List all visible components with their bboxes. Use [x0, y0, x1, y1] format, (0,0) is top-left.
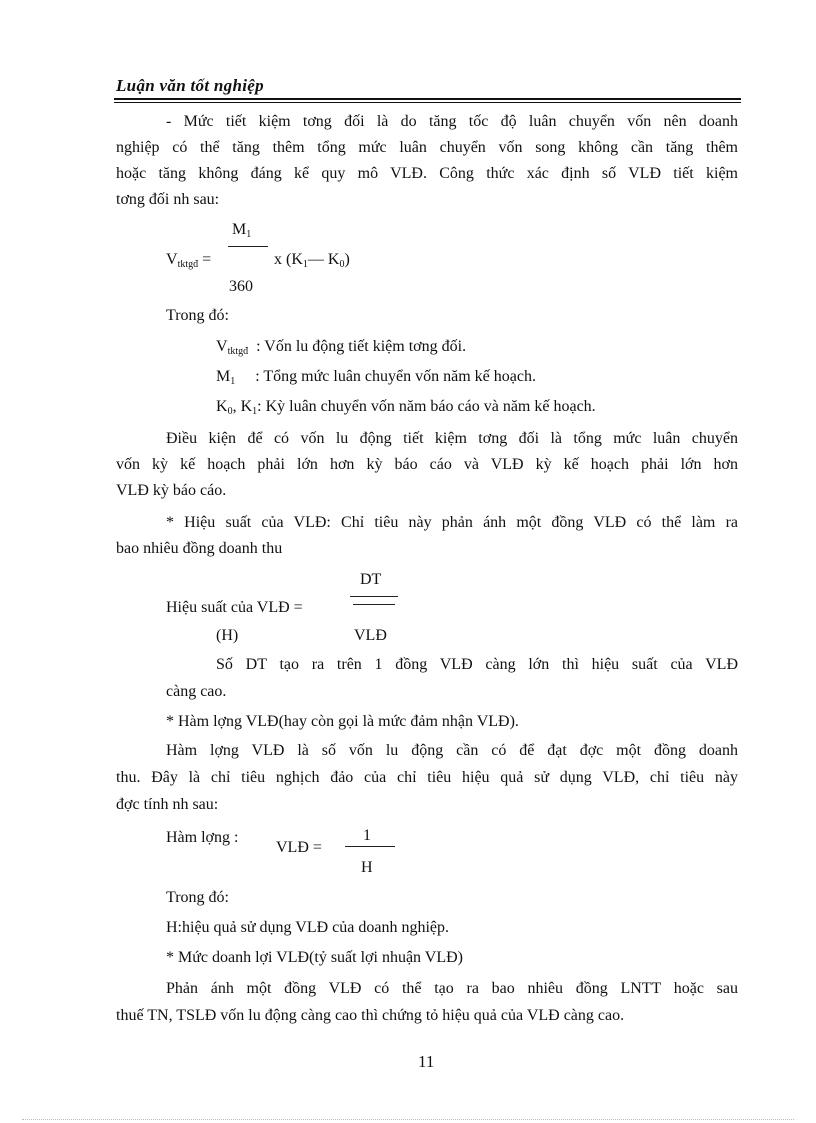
formula2-numerator: DT	[360, 571, 382, 588]
where-label: Trong đó:	[166, 889, 229, 906]
paragraph-line: Phản ánh một đồng VLĐ có thể tạo ra bao nhiêu đồng LNTT hoặc sau	[166, 980, 738, 997]
paragraph-line: nghiệp có thể tăng thêm tổng mức luân chuyển vốn song không cần tăng thêm	[116, 139, 738, 156]
formula3-numerator: 1	[363, 827, 371, 844]
paragraph-line: * Hiệu suất của VLĐ: Chỉ tiêu này phản ánh một đồng VLĐ có thể làm ra	[166, 514, 738, 531]
header-rule-thick	[114, 98, 741, 100]
paragraph-line: Hàm lợng VLĐ là số vốn lu động cần có để đạt đợc một đồng doanh	[166, 742, 738, 759]
running-header: Luận văn tốt nghiệp	[116, 76, 264, 95]
formula1-lhs: $V_{tktgđ}$ =	[166, 251, 212, 270]
formula2-lhs: Hiệu suất của VLĐ =	[166, 599, 303, 616]
formula3-denominator: H	[361, 859, 373, 876]
paragraph-line: thu. Đây là chỉ tiêu nghịch đảo của chỉ tiêu hiệu quả sử dụng VLĐ, chỉ tiêu này	[116, 769, 738, 786]
formula2-fraction-bar-2	[353, 604, 395, 605]
formula2-label: (H)	[216, 627, 239, 644]
paragraph-line: * Hàm lợng VLĐ(hay còn gọi là mức đảm nhận VLĐ).	[166, 713, 519, 730]
paragraph-line: Điều kiện để có vốn lu động tiết kiệm tơng đối là tổng mức luân chuyển	[166, 430, 738, 447]
formula1-numerator: $M_1$	[232, 221, 252, 240]
paragraph-line: đợc tính nh sau:	[116, 796, 219, 813]
paragraph-line: hoặc tăng không đáng kể quy mô VLĐ. Công thức xác định số VLĐ tiết kiệm	[116, 165, 738, 182]
paragraph-line: thuế TN, TSLĐ vốn lu động càng cao thì chứng tỏ hiệu quả của VLĐ càng cao.	[116, 1007, 625, 1024]
page-bottom-border	[22, 1119, 794, 1120]
paragraph-line: càng cao.	[166, 683, 227, 700]
paragraph-line: Số DT tạo ra trên 1 đồng VLĐ càng lớn thì hiệu suất của VLĐ	[216, 656, 738, 673]
paragraph-line: bao nhiêu đồng doanh thu	[116, 540, 283, 557]
paragraph-line: VLĐ kỳ báo cáo.	[116, 482, 227, 499]
formula2-fraction-bar	[350, 596, 398, 597]
definition-line: $V_{tktgđ}$ : Vốn lu động tiết kiệm tơng đối.	[216, 338, 467, 357]
paragraph-line: tơng đối nh sau:	[116, 191, 220, 208]
header-rule-thin	[114, 102, 741, 103]
paragraph-line: vốn kỳ kế hoạch phải lớn hơn kỳ báo cáo và VLĐ kỳ kế hoạch phải lớn hơn	[116, 456, 738, 473]
definition-line: $M_1$ : Tổng mức luân chuyển vốn năm kế hoạch.	[216, 368, 536, 387]
definition-line: H:hiệu quả sử dụng VLĐ của doanh nghiệp.	[166, 919, 449, 936]
paragraph-line: - Mức tiết kiệm tơng đối là do tăng tốc độ luân chuyển vốn nên doanh	[166, 113, 738, 130]
formula3-label: Hàm lợng :	[166, 829, 239, 846]
paragraph-line: * Mức doanh lợi VLĐ(tỷ suất lợi nhuận VLĐ)	[166, 949, 463, 966]
formula3-fraction-bar	[345, 846, 395, 847]
formula2-denominator: VLĐ	[354, 627, 387, 644]
page-number: 11	[418, 1052, 435, 1071]
formula3-lhs: VLĐ =	[276, 839, 322, 856]
where-label: Trong đó:	[166, 307, 229, 324]
formula1-fraction-bar	[228, 246, 268, 247]
formula1-rhs: x ($K_1—$ $K_0$)	[274, 251, 350, 270]
definition-line: $K_0$, $K_1$: Kỳ luân chuyển vốn năm báo cáo và năm kế hoạch.	[216, 398, 596, 417]
formula1-denominator: 360	[229, 278, 253, 295]
